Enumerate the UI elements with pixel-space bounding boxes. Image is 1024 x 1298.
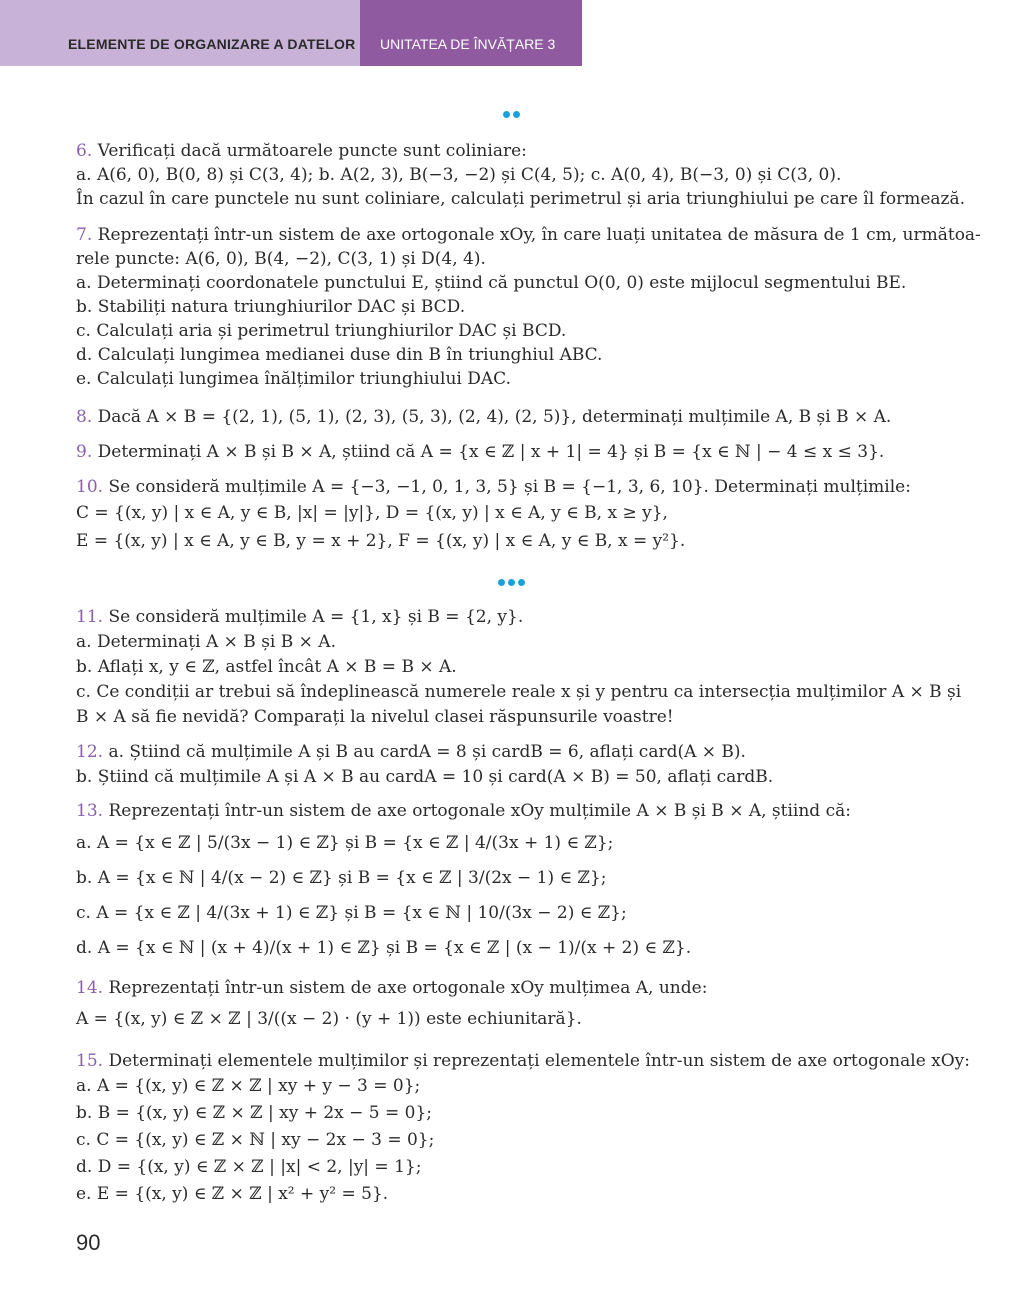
exercise-6-line: 6. Verificați dacă următoarele puncte sunt coliniare: [76, 141, 527, 161]
exercise-13-line: b. A = {x ∈ ℕ | 4/(x − 2) ∈ ℤ} și B = {x ∈ ℤ | 3/(2x − 1) ∈ ℤ}; [76, 868, 607, 888]
exercise-15-line: e. E = {(x, y) ∈ ℤ × ℤ | x² + y² = 5}. [76, 1184, 389, 1204]
exercise-14-line: A = {(x, y) ∈ ℤ × ℤ | 3/((x − 2) · (y + 1)) este echiunitară}. [76, 1009, 582, 1029]
exercise-13-line: 13. Reprezentați într-un sistem de axe ortogonale xOy mulțimile A × B și B × A, știind că: [76, 801, 851, 821]
exercise-13-line: a. A = {x ∈ ℤ | 5/(3x − 1) ∈ ℤ} și B = {x ∈ ℤ | 4/(3x + 1) ∈ ℤ}; [76, 833, 614, 853]
exercise-6-line: În cazul în care punctele nu sunt coliniare, calculați perimetrul și aria triunghiului pe care îl formează. [76, 189, 966, 209]
exercise-11-line: b. Aflați x, y ∈ ℤ, astfel încât A × B = B × A. [76, 657, 457, 677]
exercise-11-line: B × A să fie nevidă? Comparați la nivelul clasei răspunsurile voastre! [76, 707, 674, 727]
exercise-7-line: b. Stabiliți natura triunghiurilor DAC și BCD. [76, 297, 466, 317]
exercise-7-line: e. Calculați lungimea înălțimilor triunghiului DAC. [76, 369, 511, 389]
page-number: 90 [76, 1230, 101, 1255]
exercise-15-line: d. D = {(x, y) ∈ ℤ × ℤ | |x| < 2, |y| = 1}; [76, 1157, 422, 1177]
difficulty-mark-hard [498, 579, 525, 586]
exercise-8-line: 8. Dacă A × B = {(2, 1), (5, 1), (2, 3), (5, 3), (2, 4), (2, 5)}, determinați mulțimile A, B și B × A. [76, 407, 892, 427]
exercise-7-line: rele puncte: A(6, 0), B(4, −2), C(3, 1) și D(4, 4). [76, 249, 486, 269]
exercise-number: 9. [76, 442, 93, 462]
exercise-12-line: b. Știind că mulțimile A și A × B au cardA = 10 și card(A × B) = 50, aflați cardB. [76, 767, 774, 787]
exercise-14-line: 14. Reprezentați într-un sistem de axe ortogonale xOy mulțimea A, unde: [76, 978, 708, 998]
exercise-10-line: 10. Se consideră mulțimile A = {−3, −1, 0, 1, 3, 5} și B = {−1, 3, 6, 10}. Determinați mulțimile: [76, 477, 911, 497]
exercise-9-line: 9. Determinați A × B și B × A, știind că A = {x ∈ ℤ | x + 1| = 4} și B = {x ∈ ℕ | − 4 ≤ x ≤ 3}. [76, 442, 885, 462]
exercise-number: 10. [76, 477, 104, 497]
exercise-7-line: 7. Reprezentați într-un sistem de axe ortogonale xOy, în care luați unitatea de măsura de 1 cm, următoa- [76, 225, 981, 245]
exercise-11-line: 11. Se consideră mulțimile A = {1, x} și B = {2, y}. [76, 607, 524, 627]
exercise-6-line: a. A(6, 0), B(0, 8) și C(3, 4); b. A(2, 3), B(−3, −2) și C(4, 5); c. A(0, 4), B(−3, 0) și C(3, 0). [76, 165, 842, 185]
exercise-15-line: 15. Determinați elementele mulțimilor și reprezentați elementele într-un sistem de axe ortogonale xOy: [76, 1051, 971, 1071]
exercise-10-line: E = {(x, y) | x ∈ A, y ∈ B, y = x + 2}, F = {(x, y) | x ∈ A, y ∈ B, x = y²}. [76, 531, 686, 551]
exercise-15-line: a. A = {(x, y) ∈ ℤ × ℤ | xy + y − 3 = 0}; [76, 1076, 421, 1096]
exercise-number: 14. [76, 978, 104, 998]
exercise-number: 8. [76, 407, 93, 427]
exercise-number: 11. [76, 607, 104, 627]
difficulty-mark-medium [503, 111, 520, 118]
exercise-10-line: C = {(x, y) | x ∈ A, y ∈ B, |x| = |y|}, D = {(x, y) | x ∈ A, y ∈ B, x ≥ y}, [76, 503, 668, 523]
exercise-11-line: c. Ce condiții ar trebui să îndeplinească numerele reale x și y pentru ca intersecția mulțimilor A × B și [76, 682, 962, 702]
exercise-7-line: c. Calculați aria și perimetrul triunghiurilor DAC și BCD. [76, 321, 567, 341]
dot-icon [508, 579, 515, 586]
dot-icon [518, 579, 525, 586]
dot-icon [503, 111, 510, 118]
exercise-13-line: c. A = {x ∈ ℤ | 4/(3x + 1) ∈ ℤ} și B = {x ∈ ℕ | 10/(3x − 2) ∈ ℤ}; [76, 903, 627, 923]
exercise-7-line: a. Determinați coordonatele punctului E, știind că punctul O(0, 0) este mijlocul segmentului BE. [76, 273, 907, 293]
exercise-15-line: b. B = {(x, y) ∈ ℤ × ℤ | xy + 2x − 5 = 0}; [76, 1103, 433, 1123]
dot-icon [498, 579, 505, 586]
exercise-number: 6. [76, 141, 93, 161]
page-header [0, 0, 582, 66]
exercise-number: 15. [76, 1051, 104, 1071]
exercise-15-line: c. C = {(x, y) ∈ ℤ × ℕ | xy − 2x − 3 = 0}; [76, 1130, 435, 1150]
exercise-number: 13. [76, 801, 104, 821]
exercise-13-line: d. A = {x ∈ ℕ | (x + 4)/(x + 1) ∈ ℤ} și B = {x ∈ ℤ | (x − 1)/(x + 2) ∈ ℤ}. [76, 938, 692, 958]
dot-icon [513, 111, 520, 118]
exercise-11-line: a. Determinați A × B și B × A. [76, 632, 336, 652]
chapter-title: ELEMENTE DE ORGANIZARE A DATELOR [0, 0, 360, 66]
exercise-12-line: 12. a. Știind că mulțimile A și B au cardA = 8 și cardB = 6, aflați card(A × B). [76, 742, 746, 762]
unit-title: UNITATEA DE ÎNVĂȚARE 3 [360, 0, 582, 66]
exercise-7-line: d. Calculați lungimea medianei duse din B în triunghiul ABC. [76, 345, 603, 365]
exercise-number: 12. [76, 742, 104, 762]
exercise-number: 7. [76, 225, 93, 245]
